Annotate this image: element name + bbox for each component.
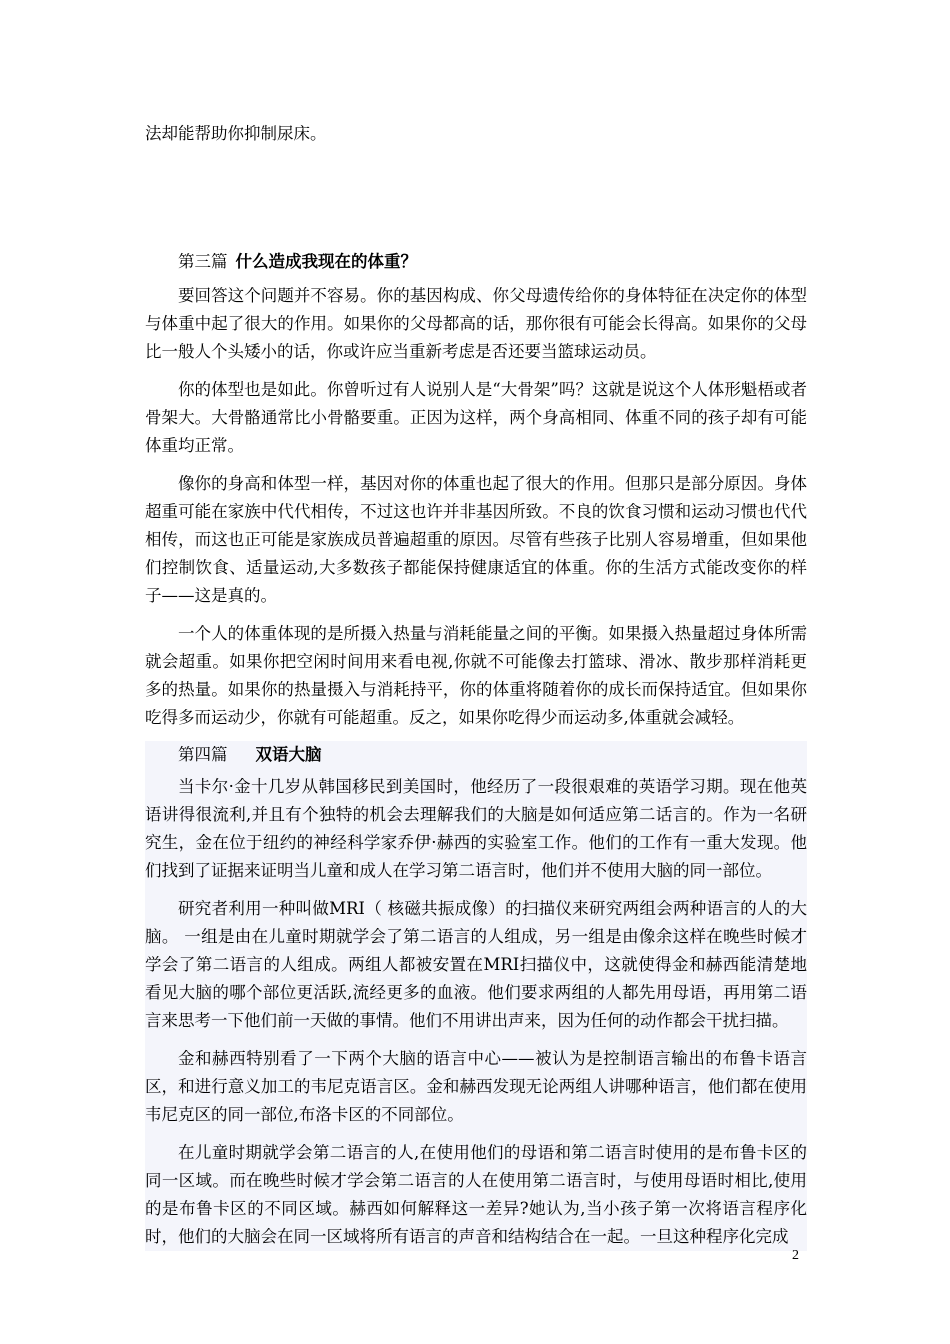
- section-4-paragraph: 在儿童时期就学会第二语言的人,在使用他们的母语和第二语言时使用的是布鲁卡区的同一区域。而在晚些时候才学会第二语言的人在使用第二语言时，与使用母语时相比,使用的是布鲁卡区的不同区域。赫西如何解释这一差异?她认为,当小孩子第一次将语言程序化时，他们的大脑会在同一区域将所有语言的声音和结构结合在一起。一旦这种程序化完成: [145, 1143, 807, 1246]
- section-4-number: 第四篇: [178, 745, 228, 764]
- section-4-paragraph: 当卡尔·金十几岁从韩国移民到美国时，他经历了一段很艰难的英语学习期。现在他英语讲得很流利,并且有个独特的机会去理解我们的大脑是如何适应第二话言的。作为一名研究生，金在位于纽约的神经科学家乔伊·赫西的实验室工作。他们的工作有一重大发现。他们找到了证据来证明当儿童和成人在学习第二语言时，他们并不使用大脑的同一部位。: [145, 777, 807, 880]
- section-4-paragraph: 金和赫西特别看了一下两个大脑的语言中心——被认为是控制语言输出的布鲁卡语言区，和进行意义加工的韦尼克语言区。金和赫西发现无论两组人讲哪种语言，他们都在使用韦尼克区的同一部位,布洛卡区的不同部位。: [145, 1049, 807, 1124]
- fragment-text: 法却能帮助你抑制尿床。: [145, 124, 327, 143]
- section-3-paragraph: 一个人的体重体现的是所摄入热量与消耗能量之间的平衡。如果摄入热量超过身体所需就会超重。如果你把空闲时间用来看电视,你就不可能像去打篮球、滑冰、散步那样消耗更多的热量。如果你的热量摄入与消耗持平，你的体重将随着你的成长而保持适宜。但如果你吃得多而运动少，你就有可能超重。反之，如果你吃得少而运动多,体重就会减轻。: [145, 624, 807, 727]
- section-4-paragraph: 研究者利用一种叫做MRI（ 核磁共振成像）的扫描仪来研究两组会两种语言的人的大脑。 一组是由在儿童时期就学会了第二语言的人组成，另一组是由像余这样在晚些时候才学会了第二语言的人组成。两组人都被安置在MRI扫描仪中，这就使得金和赫西能清楚地看见大脑的哪个部位更活跃,流经更多的血液。他们要求两组的人都先用母语，再用第二语言来思考一下他们前一天做的事情。他们不用讲出声来，因为任何的动作都会干扰扫描。: [145, 899, 807, 1030]
- section-4-title: 双语大脑: [255, 745, 322, 764]
- page-number: 2: [792, 1248, 799, 1263]
- section-3-title: 什么造成我现在的体重？: [235, 252, 417, 271]
- section-3-paragraph: 你的体型也是如此。你曾听过有人说别人是“大骨架”吗？这就是说这个人体形魁梧或者骨架大。大骨骼通常比小骨骼要重。正因为这样，两个身高相同、体重不同的孩子却有可能体重均正常。: [145, 380, 807, 455]
- section-3: [145, 248, 807, 732]
- section-3-number: 第三篇: [178, 252, 228, 271]
- section-4-heading: [145, 741, 807, 769]
- section-3-paragraph: 要回答这个问题并不容易。你的基因构成、你父母遗传给你的身体特征在决定你的体型与体重中起了很大的作用。如果你的父母都高的话，那你很有可能会长得高。如果你的父母比一般人个头矮小的话，你或许应当重新考虑是否还要当篮球运动员。: [145, 286, 807, 361]
- section-3-heading: [145, 248, 807, 276]
- continued-fragment: [145, 120, 807, 148]
- section-3-paragraph: 像你的身高和体型一样，基因对你的体重也起了很大的作用。但那只是部分原因。身体超重可能在家族中代代相传，不过这也许并非基因所致。不良的饮食习惯和运动习惯也代代相传，而这也正可能是家族成员普遍超重的原因。尽管有些孩子比别人容易增重，但如果他们控制饮食、适量运动,大多数孩子都能保持健康适宜的体重。你的生活方式能改变你的样子——这是真的。: [145, 474, 807, 605]
- section-4: [145, 741, 807, 1251]
